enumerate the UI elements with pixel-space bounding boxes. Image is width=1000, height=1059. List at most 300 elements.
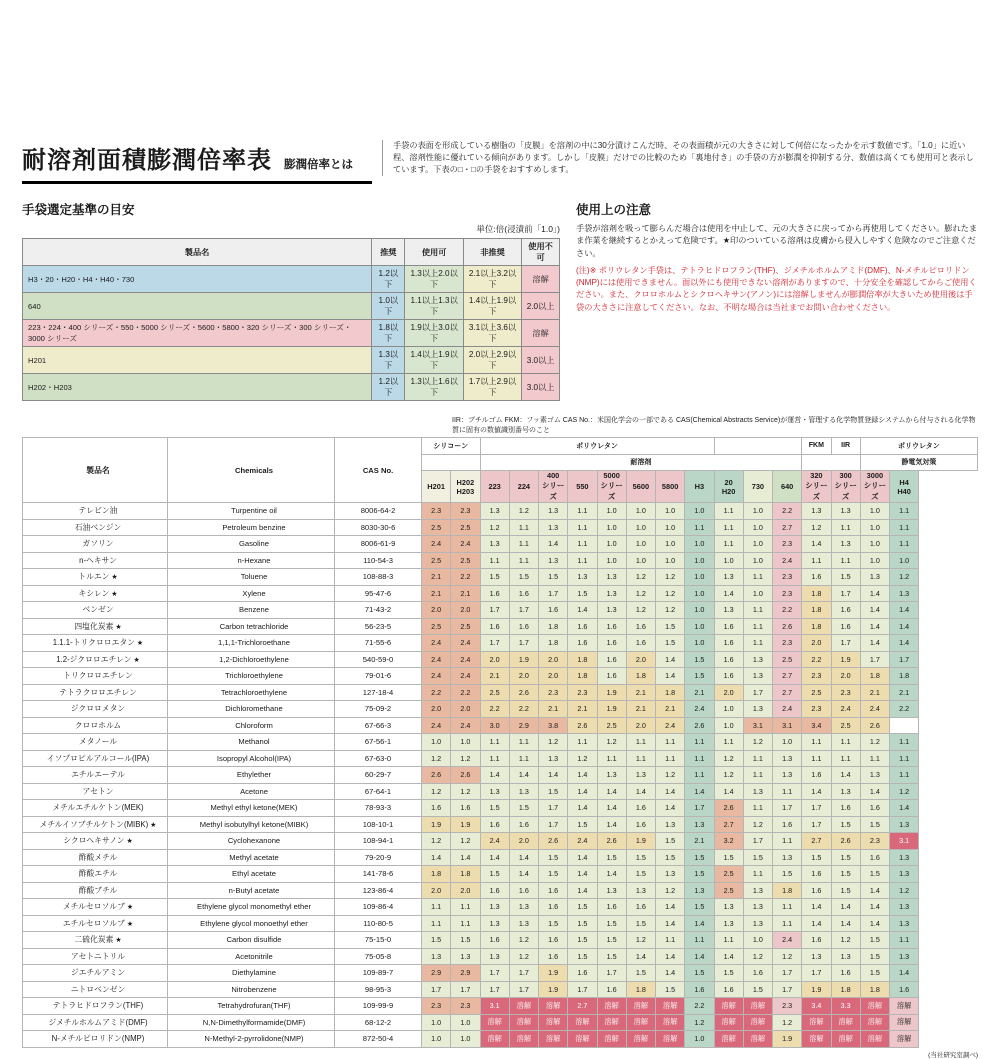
row-cas-number: 68-12-2 [335,1014,422,1031]
row-cas-number: 75-15-0 [335,932,422,949]
swell-value-cell: 1.7 [509,635,538,652]
swell-value-cell: 2.0 [539,668,568,685]
swell-value-cell: 1.7 [422,981,451,998]
swell-value-cell: 1.1 [568,503,597,520]
swell-value-cell: 1.2 [860,734,889,751]
swell-value-cell: 1.6 [626,618,655,635]
guide-cell-c2: 1.1以上1.3以下 [405,293,463,320]
swell-value-cell: 1.4 [568,602,597,619]
header-col-3: 224 [509,471,538,503]
guide-row [23,374,560,401]
swell-value-cell: 1.2 [656,882,685,899]
swell-value-cell: 溶解 [626,998,655,1015]
swell-value-cell: 2.5 [422,519,451,536]
swell-value-cell: 1.6 [509,618,538,635]
page-header [22,140,978,184]
row-product-label: 四塩化炭素 [74,621,114,631]
row-chemical-name: Diethylamine [168,965,335,982]
swell-value-cell: 2.1 [685,684,714,701]
usage-panel [576,200,978,401]
row-product-name [23,651,168,668]
swell-value-cell: 1.3 [480,783,509,800]
swell-value-cell: 2.4 [451,668,480,685]
swell-value-cell: 1.0 [451,734,480,751]
row-product-label: N-メチルピロリドン(NMP) [51,1034,145,1044]
swell-value-cell: 1.3 [743,882,772,899]
guide-row-product: H202・H203 [23,374,372,401]
swell-value-cell: 1.0 [860,503,889,520]
swell-value-cell: 2.3 [773,998,802,1015]
swell-value-cell: 1.4 [480,849,509,866]
swell-value-cell: 1.4 [568,882,597,899]
swell-value-cell: 1.7 [743,833,772,850]
swell-value-cell: 1.6 [422,800,451,817]
swell-value-cell: 1.1 [890,536,919,553]
table-row [23,684,978,701]
swell-value-cell: 2.0 [509,833,538,850]
swell-value-cell: 3.1 [890,833,919,850]
swell-value-cell: 1.5 [509,569,538,586]
swell-value-cell: 2.4 [773,701,802,718]
swell-value-cell: 1.4 [509,849,538,866]
row-chemical-name: Methyl isobutylhyl ketone(MIBK) [168,816,335,833]
row-product-name [23,899,168,916]
swell-value-cell: 2.4 [451,536,480,553]
swell-value-cell: 1.8 [539,618,568,635]
swell-value-cell: 1.4 [597,800,626,817]
swell-value-cell: 1.6 [480,816,509,833]
swell-value-cell: 1.1 [714,503,743,520]
swell-value-cell: 1.3 [539,552,568,569]
swell-value-cell: 1.4 [656,899,685,916]
row-chemical-name: Xylene [168,585,335,602]
swell-value-cell: 1.0 [743,552,772,569]
row-product-label: トリクロロエチレン [63,671,133,681]
swell-value-cell: 溶解 [714,1031,743,1048]
swell-value-cell: 1.0 [656,552,685,569]
usage-body: 手袋が溶剤を吸って膨らんだ場合は使用を中止して、元の大きさに戻ってから再使用してください。膨れたまま作業を継続するとかえって危険です。★印のついている溶剤は皮膚から侵入しやすく危険なのでご注意ください。 [576,224,978,258]
row-chemical-name: 1,1,1-Trichloroethane [168,635,335,652]
guide-cell-c1: 1.2以下 [372,266,405,293]
table-row [23,816,978,833]
swell-value-cell: 1.5 [626,965,655,982]
table-row [23,767,978,784]
swell-value-cell: 1.3 [480,948,509,965]
swell-value-cell: 1.8 [860,668,889,685]
swell-value-cell: 2.2 [773,602,802,619]
row-cas-number: 110-54-3 [335,552,422,569]
swell-value-cell: 溶解 [890,998,919,1015]
swell-value-cell: 1.7 [802,816,831,833]
swell-value-cell: 1.7 [509,981,538,998]
table-row [23,833,978,850]
row-chemical-name: Ethyl acetate [168,866,335,883]
swell-value-cell: 1.1 [597,750,626,767]
swell-value-cell: 1.2 [422,783,451,800]
swell-value-cell: 2.1 [422,585,451,602]
header-col-9: H3 [685,471,714,503]
swell-value-cell: 1.9 [422,816,451,833]
swell-value-cell: 1.6 [714,618,743,635]
swell-value-cell: 1.0 [451,1031,480,1048]
swell-value-cell: 1.2 [626,585,655,602]
header-col-2: 223 [480,471,509,503]
swell-value-cell: 溶解 [597,1031,626,1048]
swell-value-cell: 1.0 [597,519,626,536]
swell-value-cell: 1.4 [831,767,860,784]
swell-value-cell: 2.5 [802,684,831,701]
row-product-name [23,816,168,833]
swell-value-cell: 1.1 [480,734,509,751]
swell-value-cell: 1.6 [539,948,568,965]
row-chemical-name: Toluene [168,569,335,586]
swell-ratio-table [22,437,978,1048]
swell-value-cell: 1.0 [422,1031,451,1048]
swell-value-cell: 1.1 [451,915,480,932]
guide-table [22,238,560,401]
row-product-label: エチルエーテル [71,770,125,780]
row-chemical-name: Acetone [168,783,335,800]
swell-value-cell: 1.4 [451,849,480,866]
guide-cell-c2: 1.3以上1.6以下 [405,374,463,401]
table-row [23,618,978,635]
table-row [23,1014,978,1031]
swell-value-cell: 1.4 [626,948,655,965]
swell-value-cell: 1.1 [831,734,860,751]
swell-value-cell: 1.0 [743,519,772,536]
hazard-star-icon: ★ [124,920,134,928]
swell-value-cell: 1.4 [656,965,685,982]
swell-value-cell: 1.5 [685,965,714,982]
swell-value-cell: 2.2 [802,651,831,668]
swell-value-cell: 1.4 [831,915,860,932]
swell-value-cell: 1.6 [451,800,480,817]
swell-value-cell: 1.5 [831,816,860,833]
swell-value-cell: 1.5 [656,833,685,850]
swell-value-cell: 1.2 [509,503,538,520]
hazard-star-icon: ★ [124,904,134,912]
row-chemical-name: Methyl acetate [168,849,335,866]
swell-value-cell: 1.1 [890,750,919,767]
swell-value-cell: 1.4 [802,915,831,932]
swell-value-cell: 1.5 [597,849,626,866]
swell-value-cell: 1.5 [743,849,772,866]
swell-value-cell: 1.5 [480,800,509,817]
swell-value-cell: 1.4 [890,618,919,635]
header-group-5: ポリウレタン [860,438,977,455]
swell-value-cell: 溶解 [480,1014,509,1031]
swell-value-cell: 1.6 [597,981,626,998]
guide-cell-c1: 1.8以下 [372,320,405,347]
row-chemical-name: Methyl ethyl ketone(MEK) [168,800,335,817]
swell-value-cell: 1.3 [831,536,860,553]
swell-value-cell: 1.0 [626,519,655,536]
row-product-label: 1.2-ジクロロエチレン [56,654,132,664]
swell-value-cell: 1.6 [539,932,568,949]
swell-value-cell: 1.7 [480,981,509,998]
header-note: 手袋の表面を形成している樹脂の「皮膜」を溶剤の中に30分漬けこんだ時、その表面積が元の大きさに対して何倍になったかを示す数値です。「1.0」に近い程、溶剤性能に優れている傾向があります。しかし「皮膜」だけでの比較のため「裏地付き」の手袋の方が膨潤を抑制する分、数値は高くても使用可と表示しています。下表の□・□の手袋をおすすめします。 [382,140,978,176]
swell-value-cell: 2.1 [480,668,509,685]
swell-value-cell: 2.1 [539,701,568,718]
page-title: 耐溶剤面積膨潤倍率表 [22,147,272,174]
row-product-name [23,866,168,883]
swell-value-cell: 1.7 [539,585,568,602]
row-chemical-name: N-Methyl-2-pyrrolidone(NMP) [168,1031,335,1048]
swell-value-cell: 1.2 [480,519,509,536]
swell-value-cell: 1.6 [714,981,743,998]
swell-value-cell: 1.5 [451,932,480,949]
swell-value-cell: 2.3 [422,503,451,520]
swell-value-cell: 1.3 [714,569,743,586]
swell-value-cell: 1.1 [714,932,743,949]
swell-value-cell: 1.4 [802,899,831,916]
row-cas-number: 67-56-1 [335,734,422,751]
row-chemical-name: Cyclohexanone [168,833,335,850]
swell-value-cell: 1.6 [773,816,802,833]
header-subgroup-1: 耐溶剤 [480,454,802,471]
swell-value-cell: 1.1 [480,750,509,767]
swell-value-cell: 1.1 [743,618,772,635]
swell-value-cell: 3.1 [480,998,509,1015]
swell-value-cell: 1.4 [860,618,889,635]
guide-unit-note: 単位:倍(浸漬前「1.0」) [476,224,560,234]
guide-row [23,320,560,347]
swell-value-cell: 1.4 [480,767,509,784]
swell-value-cell: 3.2 [714,833,743,850]
row-chemical-name: Ethylene glycol monomethyl ether [168,899,335,916]
swell-value-cell: 1.7 [743,684,772,701]
swell-value-cell: 2.0 [539,651,568,668]
guide-cell-c4: 2.0以上 [522,293,560,320]
swell-value-cell: 2.4 [656,717,685,734]
table-row [23,882,978,899]
swell-value-cell: 溶解 [568,1031,597,1048]
row-product-name [23,536,168,553]
swell-value-cell: 1.3 [773,750,802,767]
swell-value-cell: 2.4 [422,651,451,668]
swell-value-cell: 1.2 [451,750,480,767]
row-product-label: クロロホルム [74,720,122,730]
row-cas-number: 109-89-7 [335,965,422,982]
swell-value-cell: 1.1 [773,915,802,932]
swell-value-cell: 2.1 [451,585,480,602]
row-product-label: ガソリン [82,539,114,549]
table-row [23,899,978,916]
swell-value-cell: 溶解 [714,998,743,1015]
swell-value-cell: 1.0 [743,932,772,949]
guide-cell-c4: 3.0以上 [522,374,560,401]
swell-value-cell: 1.4 [860,899,889,916]
row-product-label: ベンゼン [82,605,114,615]
table-row [23,750,978,767]
swell-value-cell: 1.9 [451,816,480,833]
row-product-label: イソプロピルアルコール(IPA) [46,753,150,763]
swell-value-cell: 2.5 [773,651,802,668]
swell-value-cell: 1.5 [539,849,568,866]
swell-value-cell: 1.8 [890,668,919,685]
header-col-0: H201 [422,471,451,503]
swell-value-cell: 1.4 [568,866,597,883]
swell-value-cell: 1.3 [802,503,831,520]
row-chemical-name: Tetrahydrofuran(THF) [168,998,335,1015]
row-product-label: 1.1.1-トリクロロエタン [52,638,135,648]
swell-value-cell: 1.3 [831,783,860,800]
swell-value-cell: 1.6 [831,965,860,982]
swell-value-cell: 1.3 [743,899,772,916]
row-cas-number: 110-80-5 [335,915,422,932]
row-product-label: 石油ベンジン [74,522,122,532]
swell-value-cell: 1.3 [714,899,743,916]
row-product-label: トルエン [78,572,110,582]
row-product-name [23,684,168,701]
swell-value-cell: 1.3 [568,569,597,586]
swell-value-cell: 1.1 [890,519,919,536]
swell-value-cell: 溶解 [539,1031,568,1048]
guide-cell-c2: 1.9以上3.0以下 [405,320,463,347]
swell-value-cell: 1.5 [860,932,889,949]
swell-value-cell: 3.1 [773,717,802,734]
table-row [23,849,978,866]
swell-value-cell: 1.3 [480,899,509,916]
swell-value-cell: 1.1 [568,734,597,751]
row-cas-number: 95-47-6 [335,585,422,602]
swell-value-cell: 1.1 [685,932,714,949]
header-cas: CAS No. [335,438,422,503]
row-product-name [23,833,168,850]
swell-value-cell: 1.6 [509,585,538,602]
swell-value-cell: 1.1 [509,552,538,569]
swell-value-cell: 1.4 [860,882,889,899]
swell-value-cell: 1.2 [656,569,685,586]
swell-value-cell: 1.7 [480,635,509,652]
title-divider [22,181,372,184]
swell-value-cell: 1.0 [685,635,714,652]
swell-value-cell: 1.0 [422,1014,451,1031]
swell-value-cell: 2.4 [480,833,509,850]
guide-row-product: 640 [23,293,372,320]
header-col-16: H4 H40 [890,471,919,503]
swell-value-cell: 2.0 [422,701,451,718]
swell-value-cell: 2.0 [802,635,831,652]
hazard-star-icon: ★ [134,640,144,648]
row-chemical-name: Turpentine oil [168,503,335,520]
row-cas-number: 8006-64-2 [335,503,422,520]
swell-value-cell: 1.5 [597,932,626,949]
swell-value-cell: 1.7 [539,800,568,817]
row-cas-number: 67-64-1 [335,783,422,800]
header-group-2 [714,438,802,455]
row-cas-number: 540-59-0 [335,651,422,668]
swell-value-cell: 1.0 [714,552,743,569]
swell-value-cell: 1.5 [714,849,743,866]
swell-value-cell: 1.2 [743,734,772,751]
swell-value-cell: 1.7 [773,981,802,998]
swell-value-cell: 1.5 [597,915,626,932]
header-product-name: 製品名 [23,438,168,503]
row-product-label: メタノール [78,737,118,747]
swell-value-cell: 1.3 [743,783,772,800]
swell-value-cell: 2.1 [860,684,889,701]
swell-value-cell: 1.2 [422,750,451,767]
swell-value-cell: 1.7 [860,651,889,668]
swell-value-cell: 1.3 [890,899,919,916]
swell-value-cell: 溶解 [831,1031,860,1048]
swell-value-cell: 1.1 [714,734,743,751]
swell-value-cell: 溶解 [539,998,568,1015]
table-row [23,503,978,520]
swell-value-cell: 2.5 [422,618,451,635]
swell-value-cell: 1.7 [480,965,509,982]
swell-value-cell: 2.6 [597,833,626,850]
swell-value-cell: 2.6 [860,717,889,734]
swell-value-cell: 2.4 [451,717,480,734]
swell-value-cell: 2.5 [451,618,480,635]
row-product-name [23,965,168,982]
swell-value-cell: 1.5 [831,882,860,899]
swell-value-cell: 1.7 [685,800,714,817]
header-subgroup-2 [802,454,861,471]
swell-value-cell: 1.6 [743,965,772,982]
swell-value-cell: 1.4 [656,948,685,965]
usage-title: 使用上の注意 [576,203,652,217]
swell-value-cell: 2.2 [509,701,538,718]
swell-value-cell: 1.4 [890,602,919,619]
swell-value-cell: 1.8 [773,882,802,899]
swell-value-cell: 1.5 [539,569,568,586]
swell-value-cell: 2.0 [451,602,480,619]
swell-value-cell: 1.3 [860,767,889,784]
swell-value-cell: 1.1 [773,899,802,916]
swell-value-cell: 2.3 [773,569,802,586]
swell-value-cell: 1.3 [480,536,509,553]
swell-value-cell: 1.8 [568,651,597,668]
swell-value-cell: 1.4 [597,866,626,883]
row-cas-number: 98-95-3 [335,981,422,998]
table-row [23,701,978,718]
swell-value-cell: 1.4 [597,816,626,833]
swell-value-cell: 1.2 [773,1014,802,1031]
swell-value-cell: 1.5 [714,965,743,982]
swell-value-cell: 2.0 [451,882,480,899]
swell-value-cell: 1.6 [539,882,568,899]
swell-value-cell: 1.0 [743,536,772,553]
swell-value-cell: 1.9 [597,701,626,718]
swell-value-cell: 1.1 [626,750,655,767]
swell-value-cell: 1.1 [656,734,685,751]
swell-value-cell: 1.5 [597,948,626,965]
swell-value-cell: 2.4 [422,536,451,553]
row-chemical-name: Acetonitrile [168,948,335,965]
swell-value-cell: 1.0 [860,536,889,553]
swell-value-cell: 1.5 [860,965,889,982]
swell-value-cell: 1.9 [509,651,538,668]
swell-value-cell: 1.1 [626,734,655,751]
swell-value-cell: 1.0 [714,701,743,718]
row-product-name [23,750,168,767]
row-product-name [23,618,168,635]
guide-cell-c1: 1.3以下 [372,347,405,374]
swell-value-cell: 1.0 [626,552,655,569]
main-table-wrap [22,415,978,1059]
row-product-name [23,717,168,734]
swell-value-cell: 2.3 [451,998,480,1015]
swell-value-cell: 1.0 [860,519,889,536]
swell-value-cell: 1.3 [597,569,626,586]
row-product-name [23,915,168,932]
swell-value-cell: 1.3 [890,849,919,866]
table-row [23,981,978,998]
swell-value-cell: 1.7 [773,800,802,817]
